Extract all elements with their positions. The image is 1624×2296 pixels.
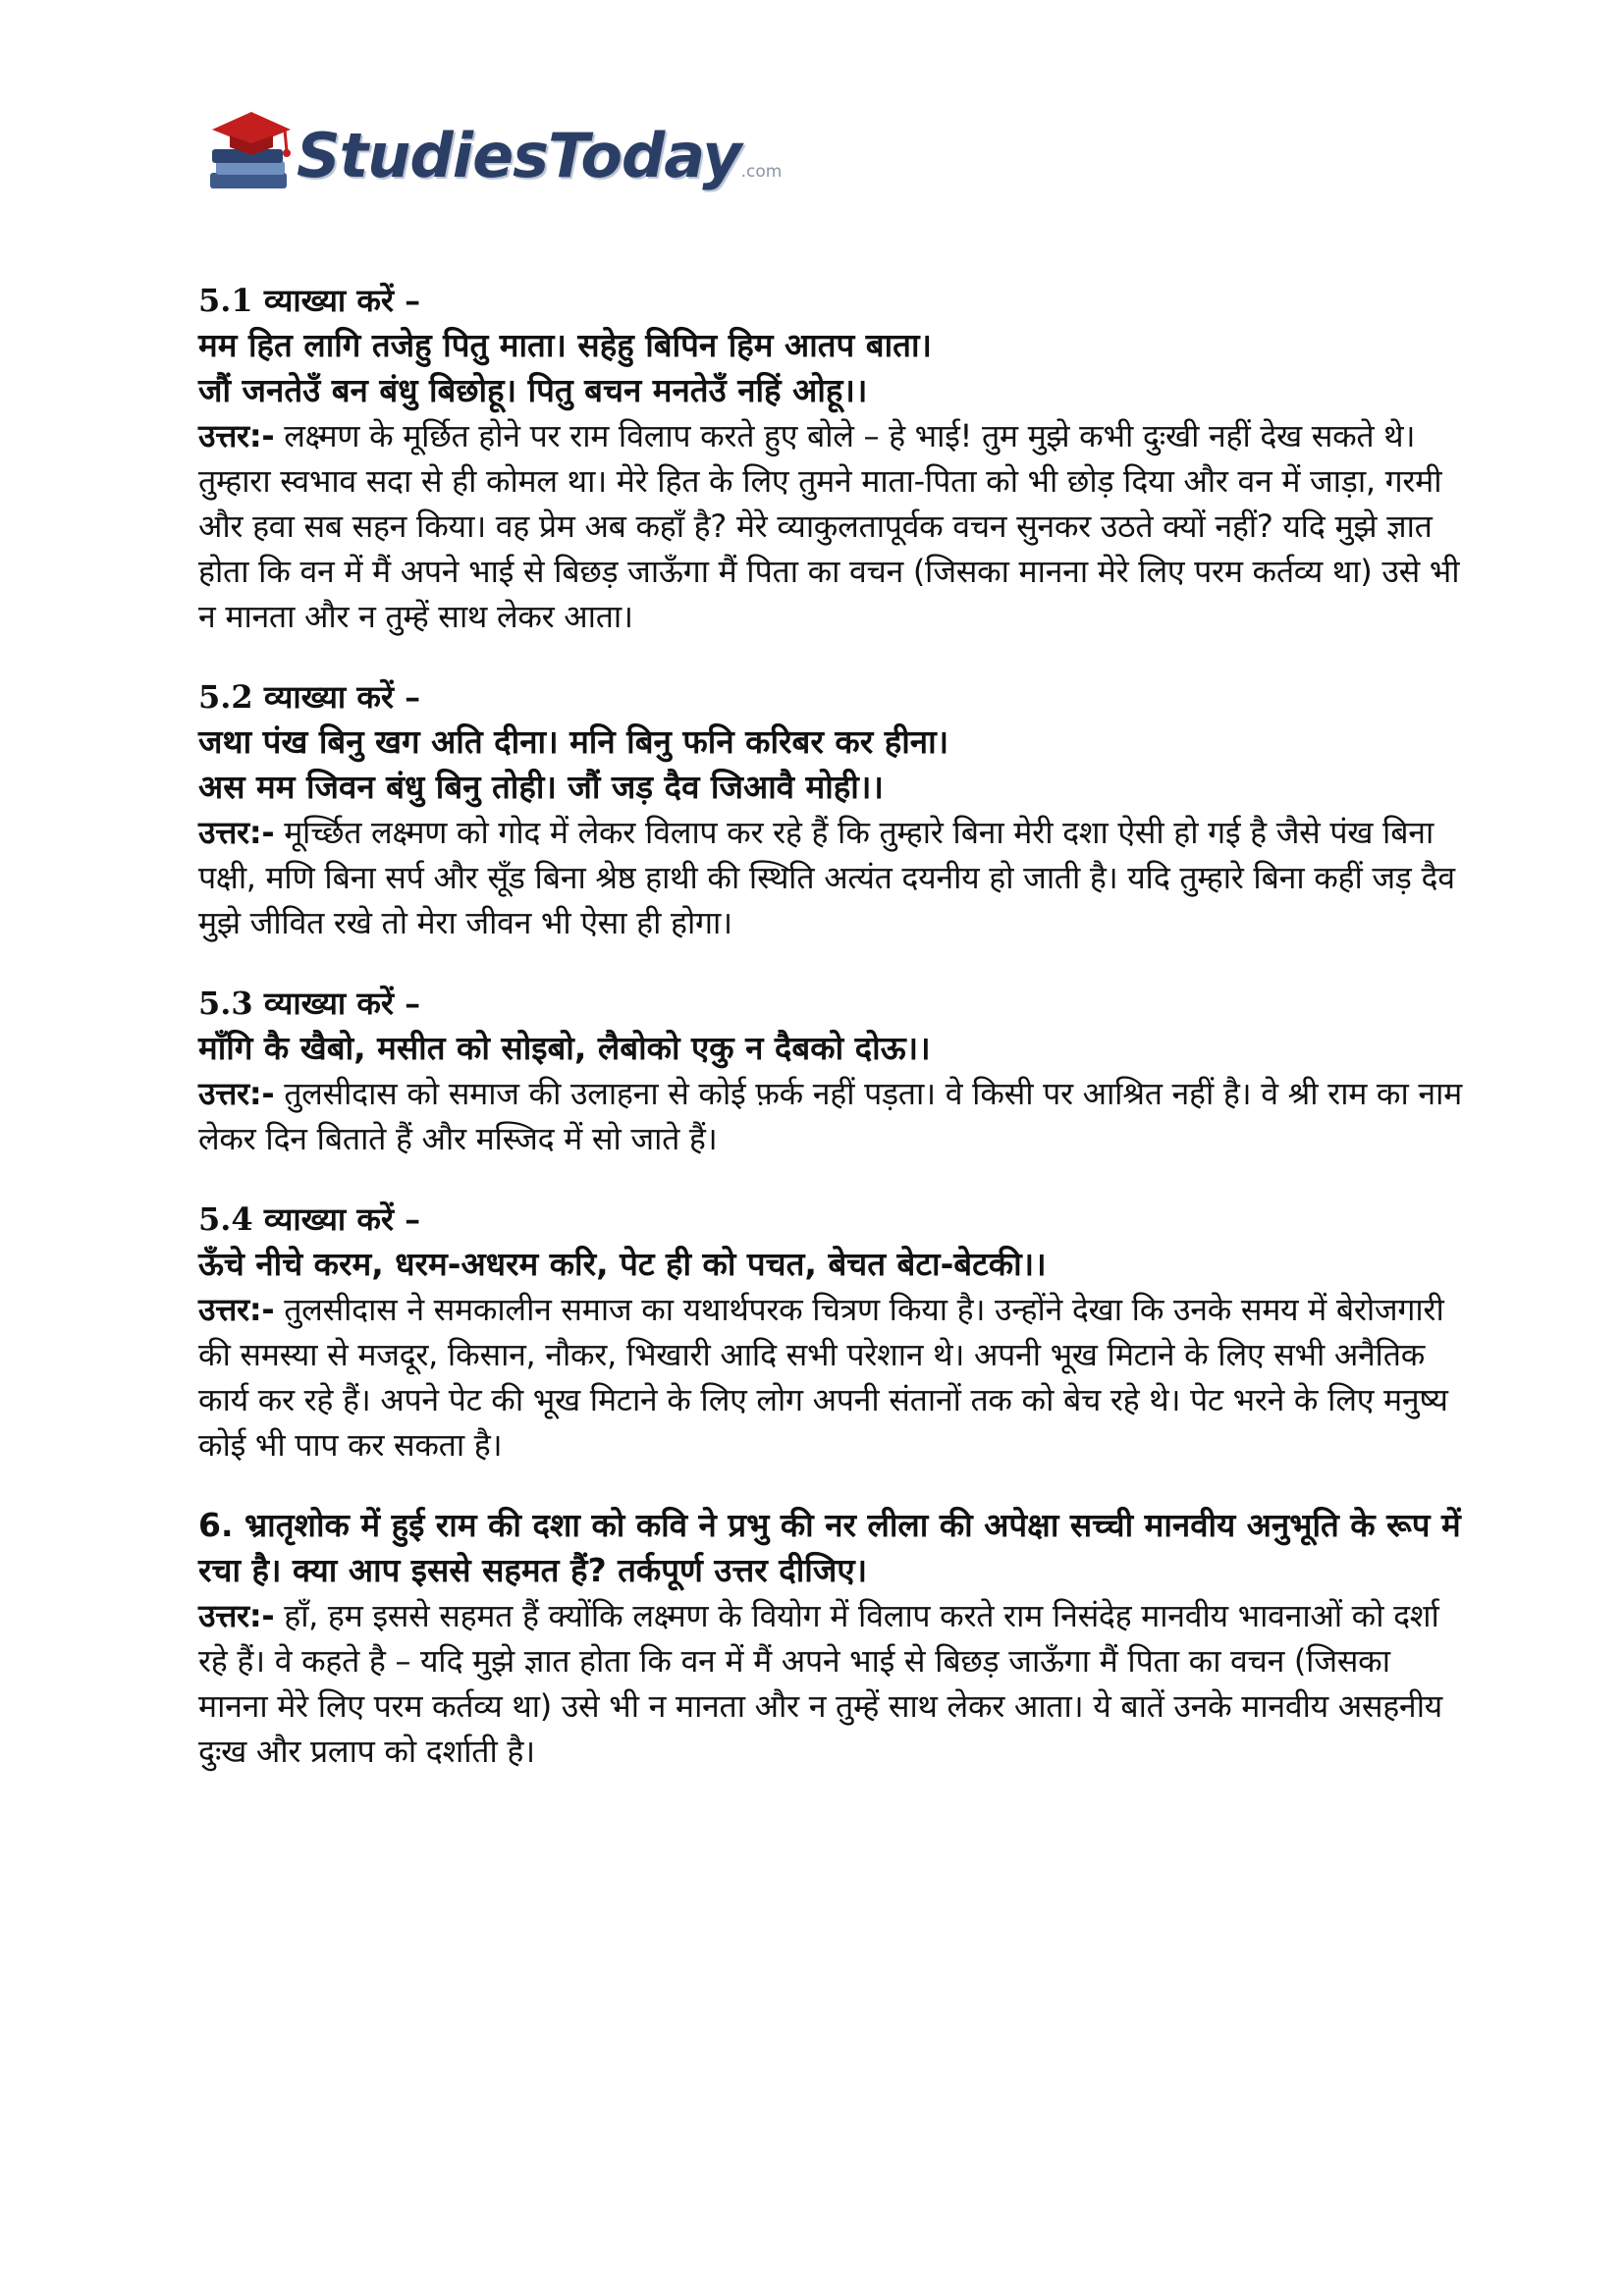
- document-body: [198, 278, 1465, 1809]
- section-heading: 5.1 व्याख्या करें –: [198, 282, 421, 319]
- answer-paragraph: [198, 1287, 1465, 1468]
- verse-line: जौं जनतेउँ बन बंधु बिछोहू। पितु बचन मनतेउँ नहिं ओहू।।: [198, 371, 868, 409]
- answer-label: उत्तर:-: [198, 1075, 275, 1112]
- answer-paragraph: [198, 1593, 1465, 1774]
- studiestoday-logo: [202, 94, 783, 202]
- answer-label: उत्तर:-: [198, 814, 275, 851]
- section-5-4: [198, 1197, 1465, 1468]
- graduation-cap-books-icon: [202, 102, 296, 200]
- answer-label: उत्तर:-: [198, 417, 275, 454]
- verse-line: ऊँचे नीचे करम, धरम-अधरम करि, पेट ही को पचत, बेचत बेटा-बेटकी।।: [198, 1245, 1047, 1283]
- section-5-3: [198, 981, 1465, 1161]
- verse-line: अस मम जिवन बंधु बिनु तोही। जौं जड़ दैव जिआवै मोही।।: [198, 768, 884, 806]
- logo-domain-suffix: .com: [740, 162, 783, 182]
- verse-line: जथा पंख बिनु खग अति दीना। मनि बिनु फनि करिबर कर हीना।: [198, 722, 949, 761]
- section-heading: 5.3 व्याख्या करें –: [198, 985, 421, 1022]
- section-5-1: [198, 278, 1465, 639]
- verse-line: माँगि कै खैबो, मसीत को सोइबो, लैबोको एकु न दैबको दोऊ।।: [198, 1029, 931, 1067]
- verse-line: मम हित लागि तजेहु पितु माता। सहेहु बिपिन हिम आतप बाता।: [198, 326, 933, 364]
- answer-paragraph: [198, 810, 1465, 945]
- answer-text: हाँ, हम इससे सहमत हैं क्योंकि लक्ष्मण के वियोग में विलाप करते राम निसंदेह मानवीय भावनाओं को दर्शा रहे हैं। वे कहते है – यदि मुझे ज्ञात होता कि वन में मैं अपने भाई से बिछड़ जाऊँगा मैं पिता का वचन (जिसका मानना मेरे लिए परम कर्तव्य था) उसे भी न मानता और न तुम्हें साथ लेकर आता। ये बातें उनके मानवीय असहनीय दुःख और प्रलाप को दर्शाती है।: [198, 1597, 1442, 1770]
- section-heading: 5.2 व्याख्या करें –: [198, 678, 421, 716]
- answer-text: मूर्च्छित लक्ष्मण को गोद में लेकर विलाप कर रहे हैं कि तुम्हारे बिना मेरी दशा ऐसी हो गई है जैसे पंख बिना पक्षी, मणि बिना सर्प और सूँड बिना श्रेष्ठ हाथी की स्थिति अत्यंत दयनीय हो जाती है। यदि तुम्हारे बिना कहीं जड़ दैव मुझे जीवित रखे तो मेरा जीवन भी ऐसा ही होगा।: [198, 814, 1455, 941]
- section-question-6: [198, 1503, 1465, 1774]
- answer-text: लक्ष्मण के मूर्छित होने पर राम विलाप करते हुए बोले – हे भाई! तुम मुझे कभी दुःखी नहीं देख सकते थे। तुम्हारा स्वभाव सदा से ही कोमल था। मेरे हित के लिए तुमने माता-पिता को भी छोड़ दिया और वन में जाड़ा, गरमी और हवा सब सहन किया। वह प्रेम अब कहाँ है? मेरे व्याकुलतापूर्वक वचन सुनकर उठते क्यों नहीं? यदि मुझे ज्ञात होता कि वन में मैं अपने भाई से बिछड़ जाऊँगा मैं पिता का वचन (जिसका मानना मेरे लिए परम कर्तव्य था) उसे भी न मानता और न तुम्हें साथ लेकर आता।: [198, 417, 1460, 635]
- section-5-2: [198, 674, 1465, 945]
- logo-wordmark: StudiesToday.com: [297, 120, 783, 191]
- answer-label: उत्तर:-: [198, 1291, 275, 1328]
- answer-label: उत्तर:-: [198, 1597, 275, 1634]
- answer-text: तुलसीदास ने समकालीन समाज का यथार्थपरक चित्रण किया है। उन्होंने देखा कि उनके समय में बेरोजगारी की समस्या से मजदूर, किसान, नौकर, भिखारी आदि सभी परेशान थे। अपनी भूख मिटाने के लिए सभी अनैतिक कार्य कर रहे हैं। अपने पेट की भूख मिटाने के लिए लोग अपनी संतानों तक को बेच रहे थे। पेट भरने के लिए मनुष्य कोई भी पाप कर सकता है।: [198, 1291, 1448, 1464]
- section-heading: 5.4 व्याख्या करें –: [198, 1201, 421, 1238]
- answer-paragraph: [198, 413, 1465, 639]
- answer-paragraph: [198, 1071, 1465, 1161]
- answer-text: तुलसीदास को समाज की उलाहना से कोई फ़र्क नहीं पड़ता। वे किसी पर आश्रित नहीं है। वे श्री राम का नाम लेकर दिन बिताते हैं और मस्जिद में सो जाते हैं।: [198, 1075, 1462, 1157]
- question-6-title: 6. भ्रातृशोक में हुई राम की दशा को कवि ने प्रभु की नर लीला की अपेक्षा सच्ची मानवीय अनुभूति के रूप में रचा है। क्या आप इससे सहमत हैं? तर्कपूर्ण उत्तर दीजिए।: [198, 1506, 1461, 1589]
